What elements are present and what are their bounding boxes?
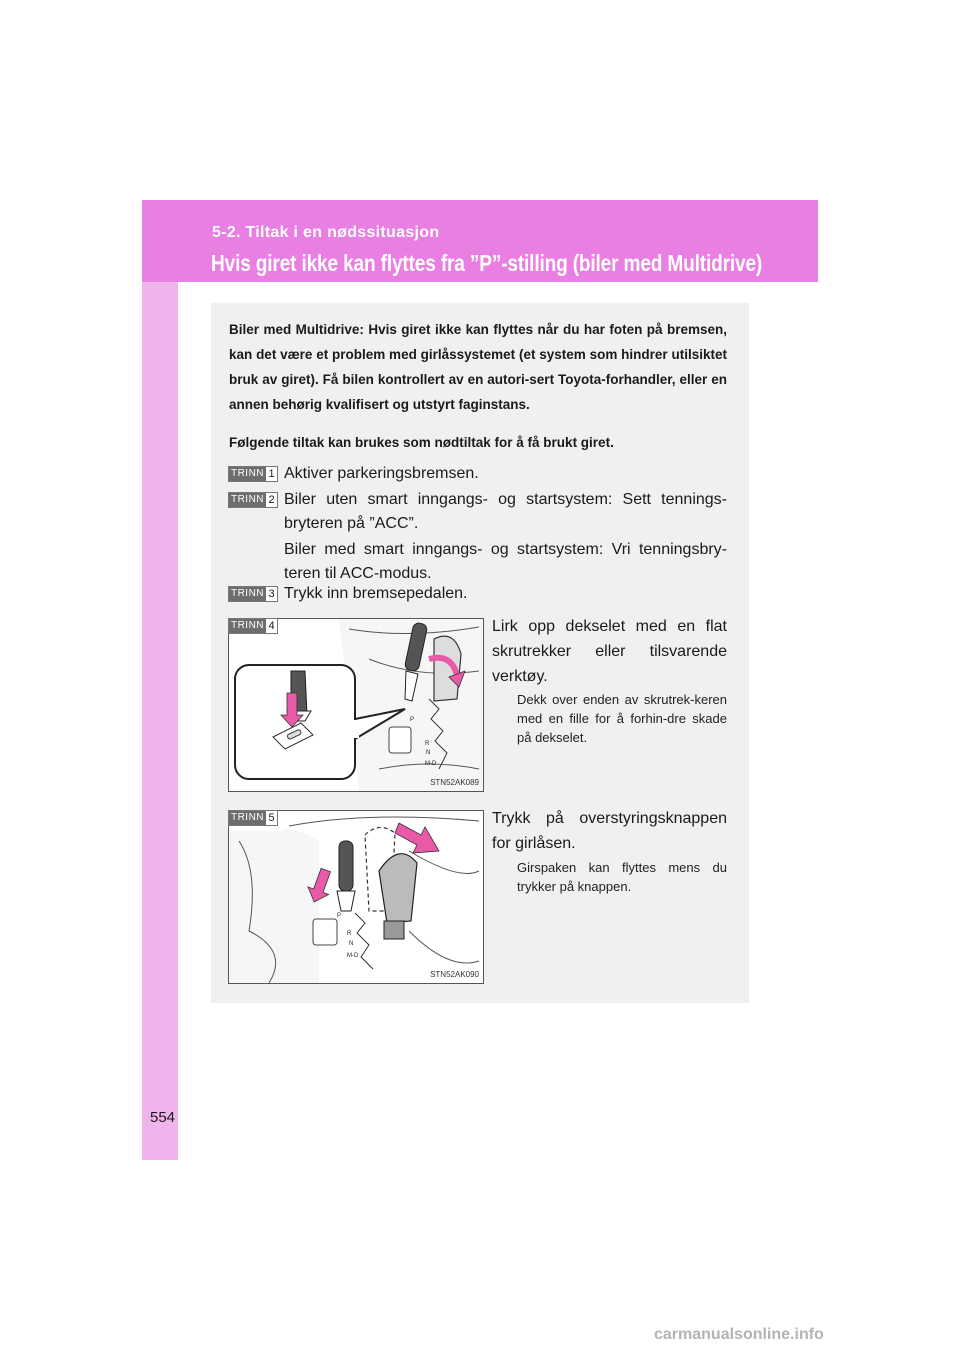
step-badge-number: 5 xyxy=(268,812,275,824)
step-badge-number: 1 xyxy=(268,468,275,480)
watermark[interactable]: carmanualsonline.info xyxy=(654,1326,824,1343)
step-5-figure xyxy=(228,810,484,984)
step-4-text: Lirk opp dekselet med en flat skrutrekker eller tilsvarende verktøy. xyxy=(492,618,727,685)
step-5-note: Girspaken kan flyttes mens du trykker på knappen. xyxy=(517,860,727,894)
figure-code: STN52AK090 xyxy=(430,970,479,979)
step-3-text: Trykk inn bremsepedalen. xyxy=(284,585,468,602)
svg-text:M-D: M-D xyxy=(425,761,437,767)
step-badge-word: TRINN xyxy=(230,588,265,599)
step-1-text: Aktiver parkeringsbremsen. xyxy=(284,465,479,482)
svg-text:R: R xyxy=(425,741,430,747)
step-4-figure xyxy=(228,618,484,792)
svg-text:P: P xyxy=(337,913,342,919)
page-number: 554 xyxy=(150,1109,176,1126)
svg-text:N: N xyxy=(426,750,431,756)
step-5-badge xyxy=(228,810,278,826)
step-badge-number: 2 xyxy=(268,494,275,506)
page-heading: Hvis giret ikke kan flyttes fra ”P”-stilling (biler med Multidrive) xyxy=(211,250,763,276)
step-2-text: Biler uten smart inngangs- og startsystem: Sett tennings-bryteren på ”ACC”. xyxy=(284,491,727,532)
intro-paragraph: Biler med Multidrive: Hvis giret ikke kan flyttes når du har foten på bremsen, kan det være et problem med girlåssystemet (et system som hindrer utilsiktet bruk av giret). Få bilen kontrollert av en autori-sert Toyota-forhandler, eller en annen behørig kvalifisert og utstyrt faginstans. xyxy=(229,322,727,412)
step-badge-word: TRINN xyxy=(230,812,265,823)
svg-text:N: N xyxy=(349,941,354,947)
step-badge-number: 3 xyxy=(268,588,275,600)
step-5-text: Trykk på overstyringsknappen for girlåsen. xyxy=(492,810,727,852)
step-2-text-2: Biler med smart inngangs- og startsystem: Vri tenningsbry-teren til ACC-modus. xyxy=(284,541,727,582)
step-badge-word: TRINN xyxy=(230,494,265,505)
step-4-note: Dekk over enden av skrutrek-keren med en fille for å forhin-dre skade på dekselet. xyxy=(517,692,727,745)
gear-console-illustration xyxy=(229,811,483,983)
step-badge-word: TRINN xyxy=(230,468,265,479)
svg-text:M-D: M-D xyxy=(347,953,359,959)
side-strip xyxy=(142,200,178,1160)
step-2-badge xyxy=(228,492,278,508)
step-badge-word: TRINN xyxy=(230,620,265,631)
figure-code: STN52AK089 xyxy=(430,778,479,787)
svg-text:P: P xyxy=(410,717,415,723)
step-1-badge xyxy=(228,466,278,482)
gear-console-illustration xyxy=(229,619,483,791)
step-badge-number: 4 xyxy=(268,620,275,632)
intro-paragraph-2: Følgende tiltak kan brukes som nødtiltak for å få brukt giret. xyxy=(229,435,614,450)
svg-text:R: R xyxy=(347,931,352,937)
section-title: 5-2. Tiltak i en nødssituasjon xyxy=(212,224,440,241)
step-4-badge xyxy=(228,618,278,634)
step-3-badge xyxy=(228,586,278,602)
